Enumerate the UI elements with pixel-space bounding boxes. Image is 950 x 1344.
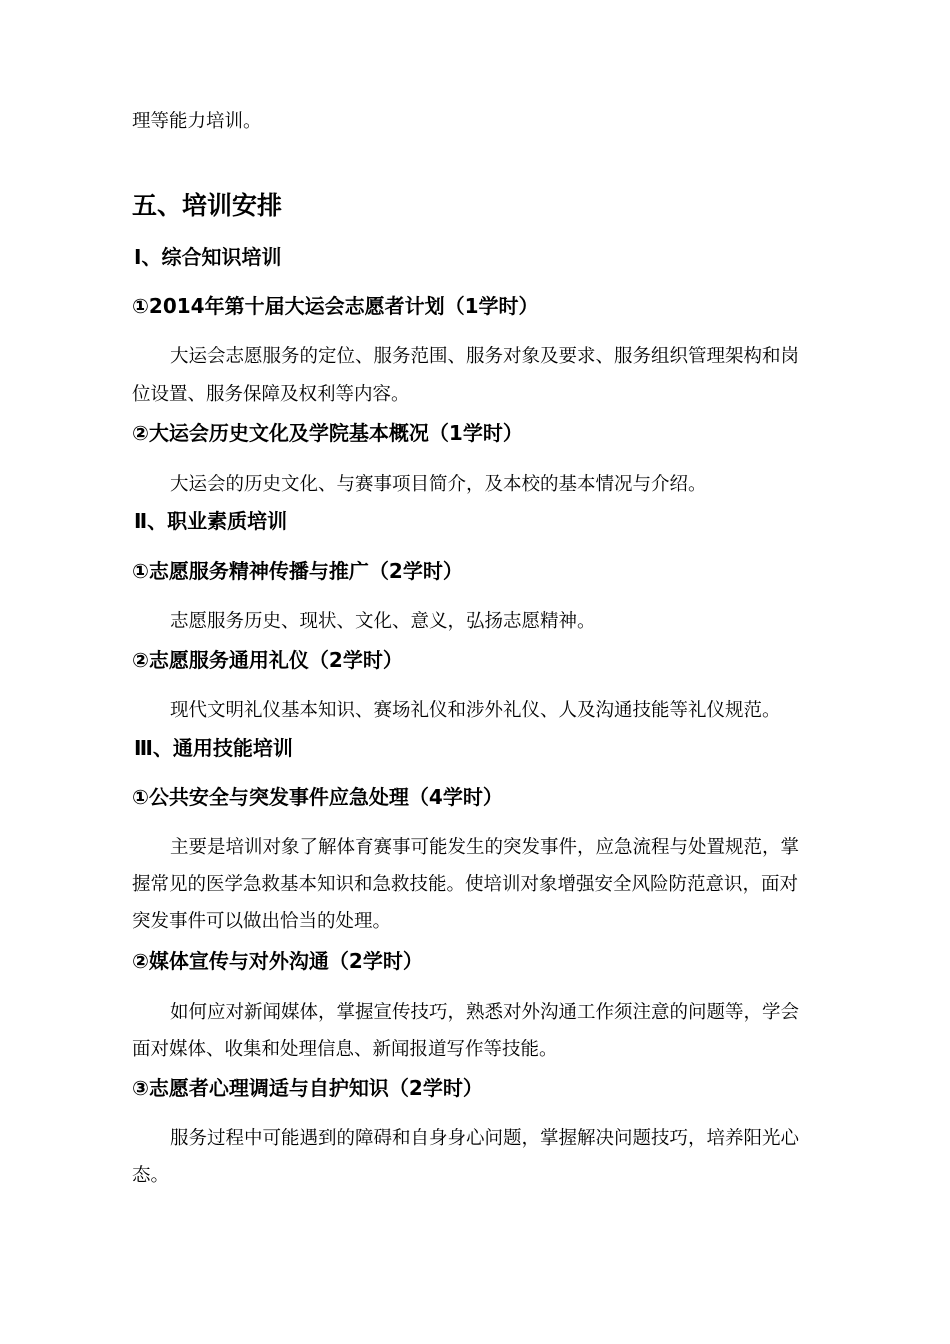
paragraph-line: 位设置、服务保障及权利等内容。 xyxy=(132,384,410,405)
paragraph-line: 面对媒体、收集和处理信息、新闻报道写作等技能。 xyxy=(132,1039,558,1060)
paragraph-line: 态。 xyxy=(132,1165,170,1186)
item-heading: ①志愿服务精神传播与推广（2学时） xyxy=(132,559,463,583)
paragraph-line: 大运会的历史文化、与赛事项目简介，及本校的基本情况与介绍。 xyxy=(170,474,707,495)
paragraph-line: 大运会志愿服务的定位、服务范围、服务对象及要求、服务组织管理架构和岗 xyxy=(170,346,800,367)
subsection-heading: Ⅲ、通用技能培训 xyxy=(134,736,293,760)
section-heading: 五、培训安排 xyxy=(132,191,283,220)
subsection-heading: Ⅱ、职业素质培训 xyxy=(134,509,288,533)
paragraph-line: 现代文明礼仪基本知识、赛场礼仪和涉外礼仪、人及沟通技能等礼仪规范。 xyxy=(170,700,781,721)
paragraph-line: 如何应对新闻媒体，掌握宣传技巧，熟悉对外沟通工作须注意的问题等，学会 xyxy=(170,1002,800,1023)
subsection-heading: Ⅰ、综合知识培训 xyxy=(134,245,282,269)
item-heading: ①公共安全与突发事件应急处理（4学时） xyxy=(132,785,503,809)
item-heading: ①2014年第十届大运会志愿者计划（1学时） xyxy=(132,294,539,318)
item-heading: ②媒体宣传与对外沟通（2学时） xyxy=(132,949,423,973)
item-heading: ②大运会历史文化及学院基本概况（1学时） xyxy=(132,421,523,445)
paragraph-line: 理等能力培训。 xyxy=(132,111,262,132)
paragraph-line: 志愿服务历史、现状、文化、意义，弘扬志愿精神。 xyxy=(170,611,596,632)
paragraph-line: 主要是培训对象了解体育赛事可能发生的突发事件，应急流程与处置规范，掌 xyxy=(170,837,800,858)
paragraph-line: 握常见的医学急救基本知识和急救技能。使培训对象增强安全风险防范意识，面对 xyxy=(132,874,799,895)
paragraph-line: 突发事件可以做出恰当的处理。 xyxy=(132,911,392,932)
item-heading: ③志愿者心理调适与自护知识（2学时） xyxy=(132,1076,483,1100)
item-heading: ②志愿服务通用礼仪（2学时） xyxy=(132,648,403,672)
paragraph-line: 服务过程中可能遇到的障碍和自身身心问题，掌握解决问题技巧，培养阳光心 xyxy=(170,1128,800,1149)
